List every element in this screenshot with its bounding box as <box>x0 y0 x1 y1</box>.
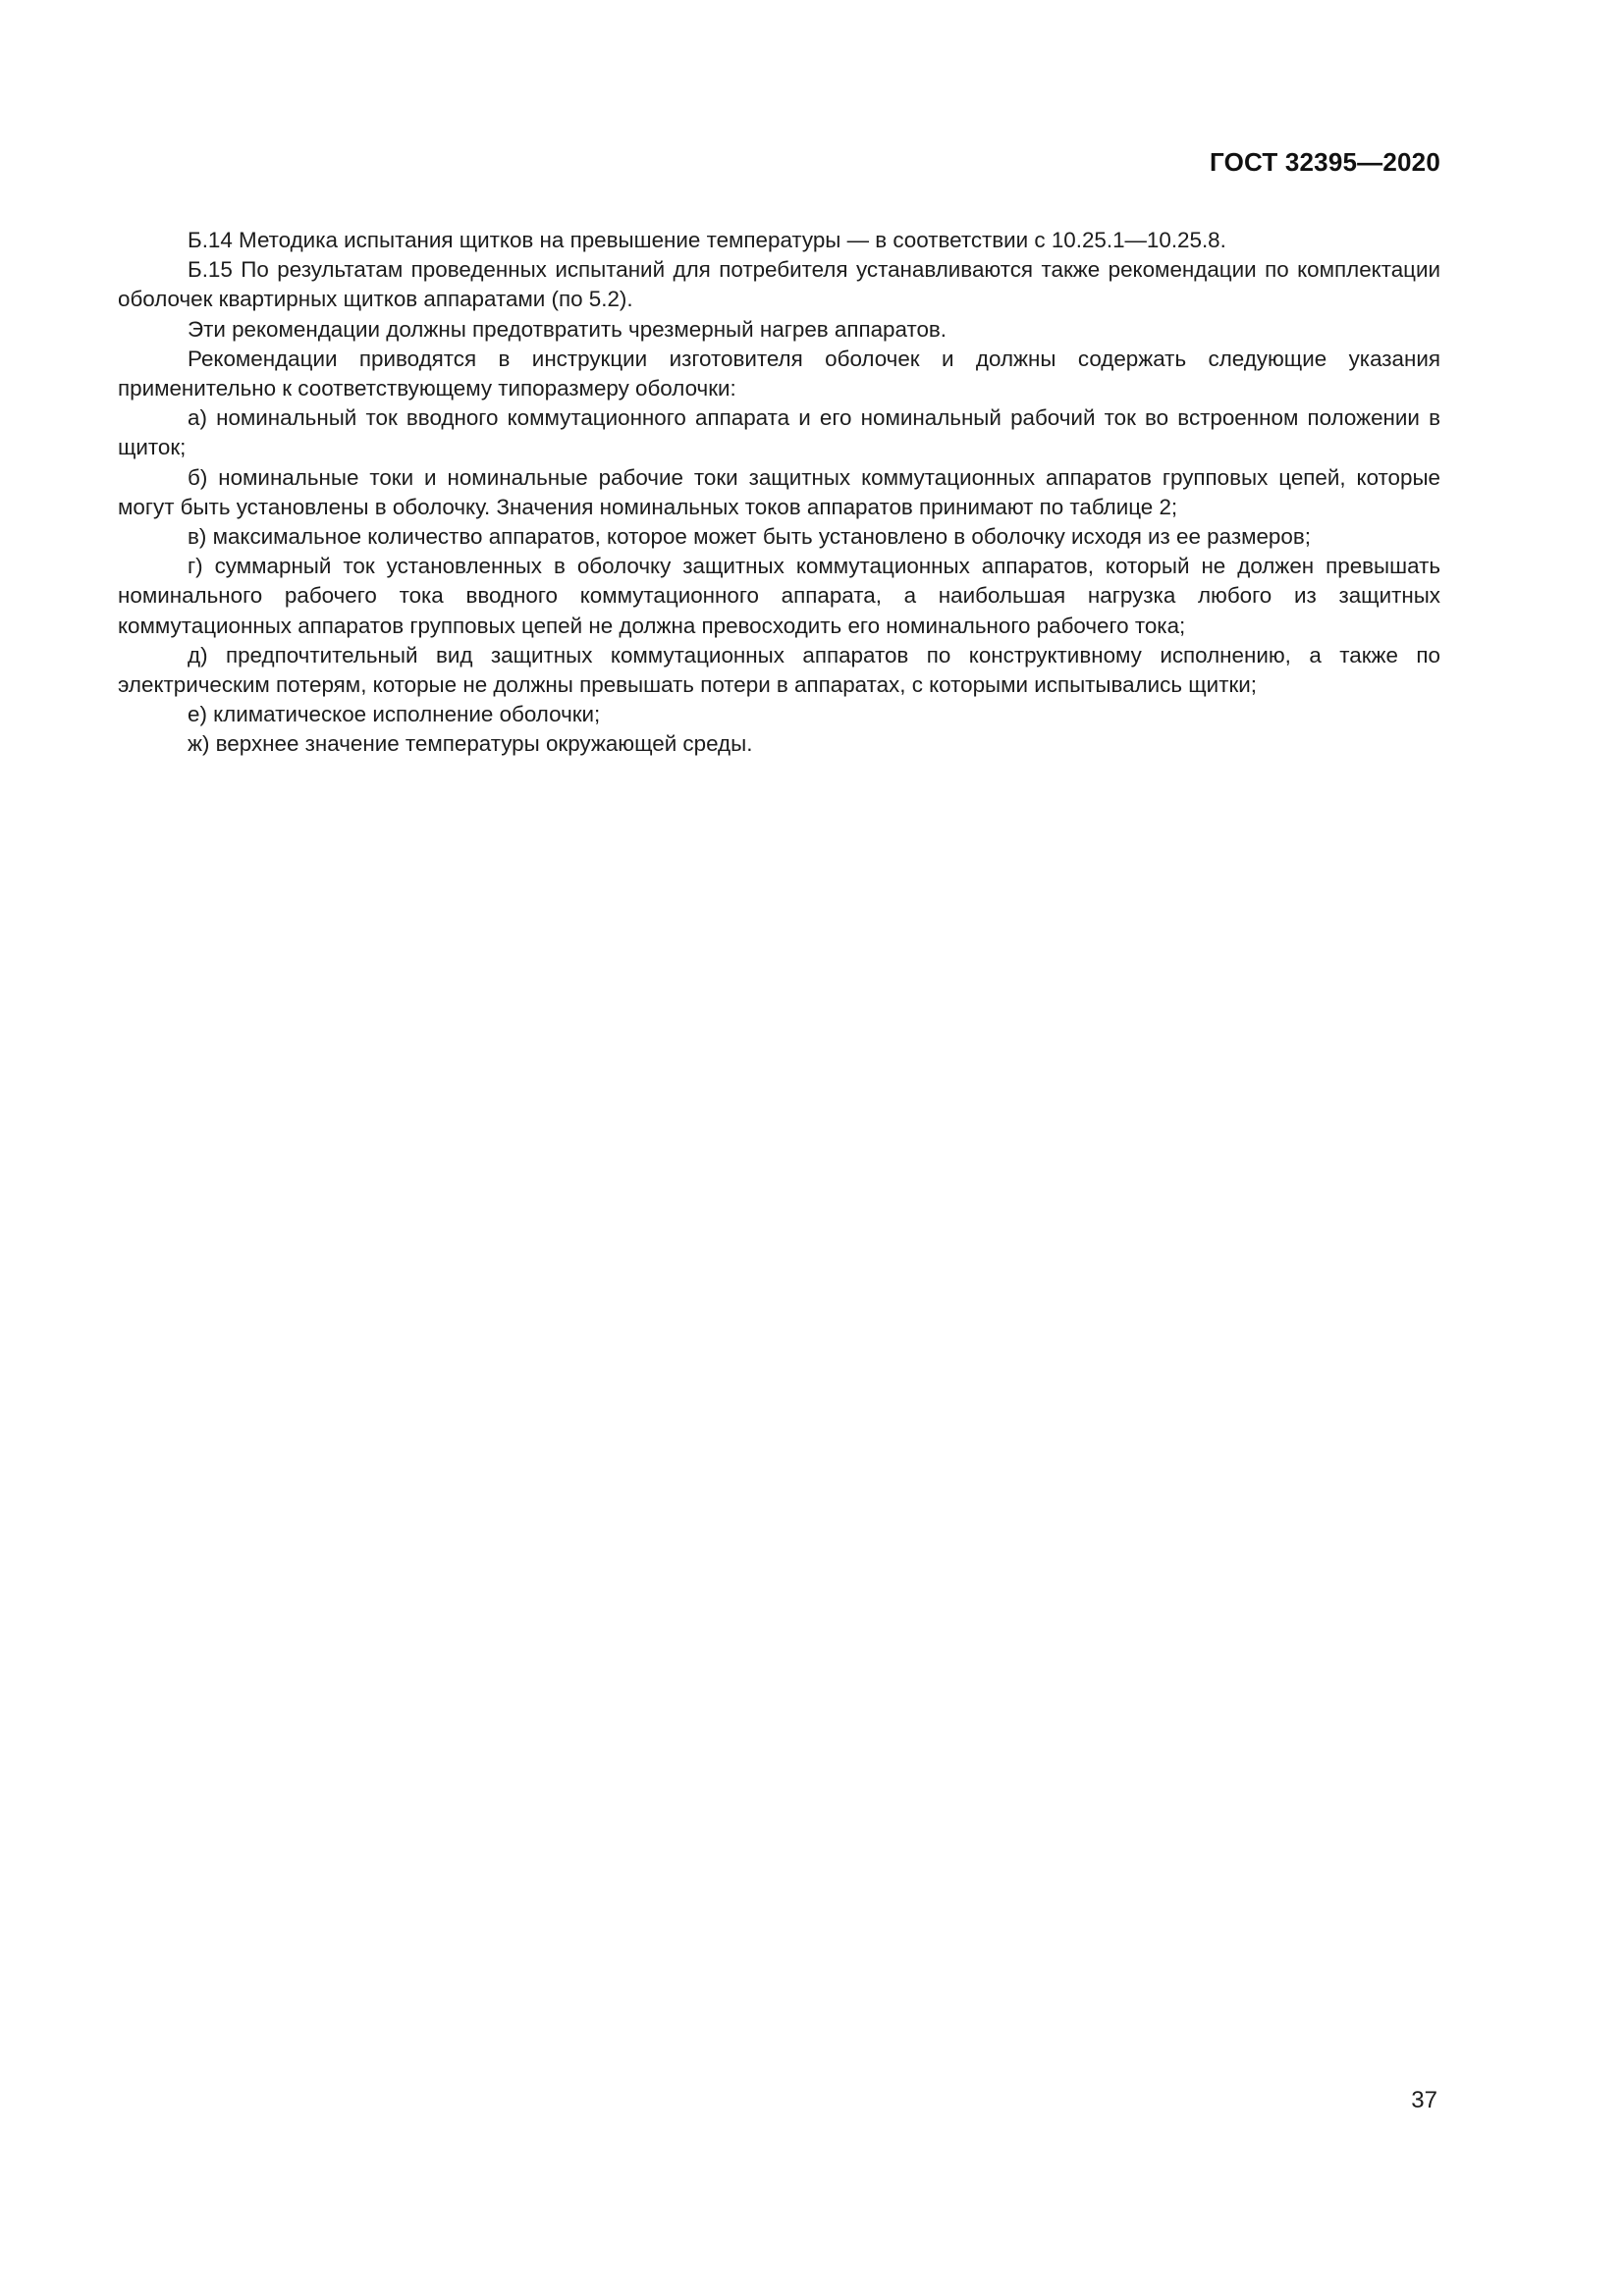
list-item-g: г) суммарный ток установленных в оболочку защитных коммутационных аппаратов, который не должен превышать номинального рабочего тока вводного коммутационного аппарата, а наибольшая нагрузка любого из защитных коммутационных аппаратов групповых цепей не должна превосходить его номинального рабочего тока; <box>118 554 1440 638</box>
list-item-zh: ж) верхнее значение температуры окружающей среды. <box>188 731 753 757</box>
list-item-e: е) климатическое исполнение оболочки; <box>188 702 601 727</box>
list-item-d: д) предпочтительный вид защитных коммутационных аппаратов по конструктивному исполнению, а также по электрическим потерям, которые не должны превышать потери в аппаратах, с которыми испытывались щитки; <box>118 642 1440 698</box>
paragraph-recommendations-purpose: Эти рекомендации должны предотвратить чрезмерный нагрев аппаратов. <box>188 316 947 342</box>
paragraph-b14: Б.14 Методика испытания щитков на превышение температуры — в соответствии с 10.25.1—10.25.8. <box>188 228 1226 252</box>
list-item-v: в) максимальное количество аппаратов, которое может быть установлено в оболочку исходя из ее размеров; <box>188 524 1311 550</box>
list-item-b: б) номинальные токи и номинальные рабочие токи защитных коммутационных аппаратов групповых цепей, которые могут быть установлены в оболочку. Значения номинальных токов аппаратов принимают по таблице 2; <box>118 464 1440 519</box>
list-item-a: а) номинальный ток вводного коммутационного аппарата и его номинальный рабочий ток во встроенном положении в щиток; <box>118 405 1440 460</box>
document-body <box>118 226 1440 760</box>
paragraph-b15: Б.15 По результатам проведенных испытаний для потребителя устанавливаются также рекомендации по комплектации оболочек квартирных щитков аппаратами (по 5.2). <box>118 257 1440 312</box>
page-header-standard-id: ГОСТ 32395—2020 <box>1210 147 1440 177</box>
paragraph-recommendations-intro: Рекомендации приводятся в инструкции изготовителя оболочек и должны содержать следующие указания применительно к соответствующему типоразмеру оболочки: <box>118 346 1440 401</box>
page-number: 37 <box>1411 2087 1437 2113</box>
